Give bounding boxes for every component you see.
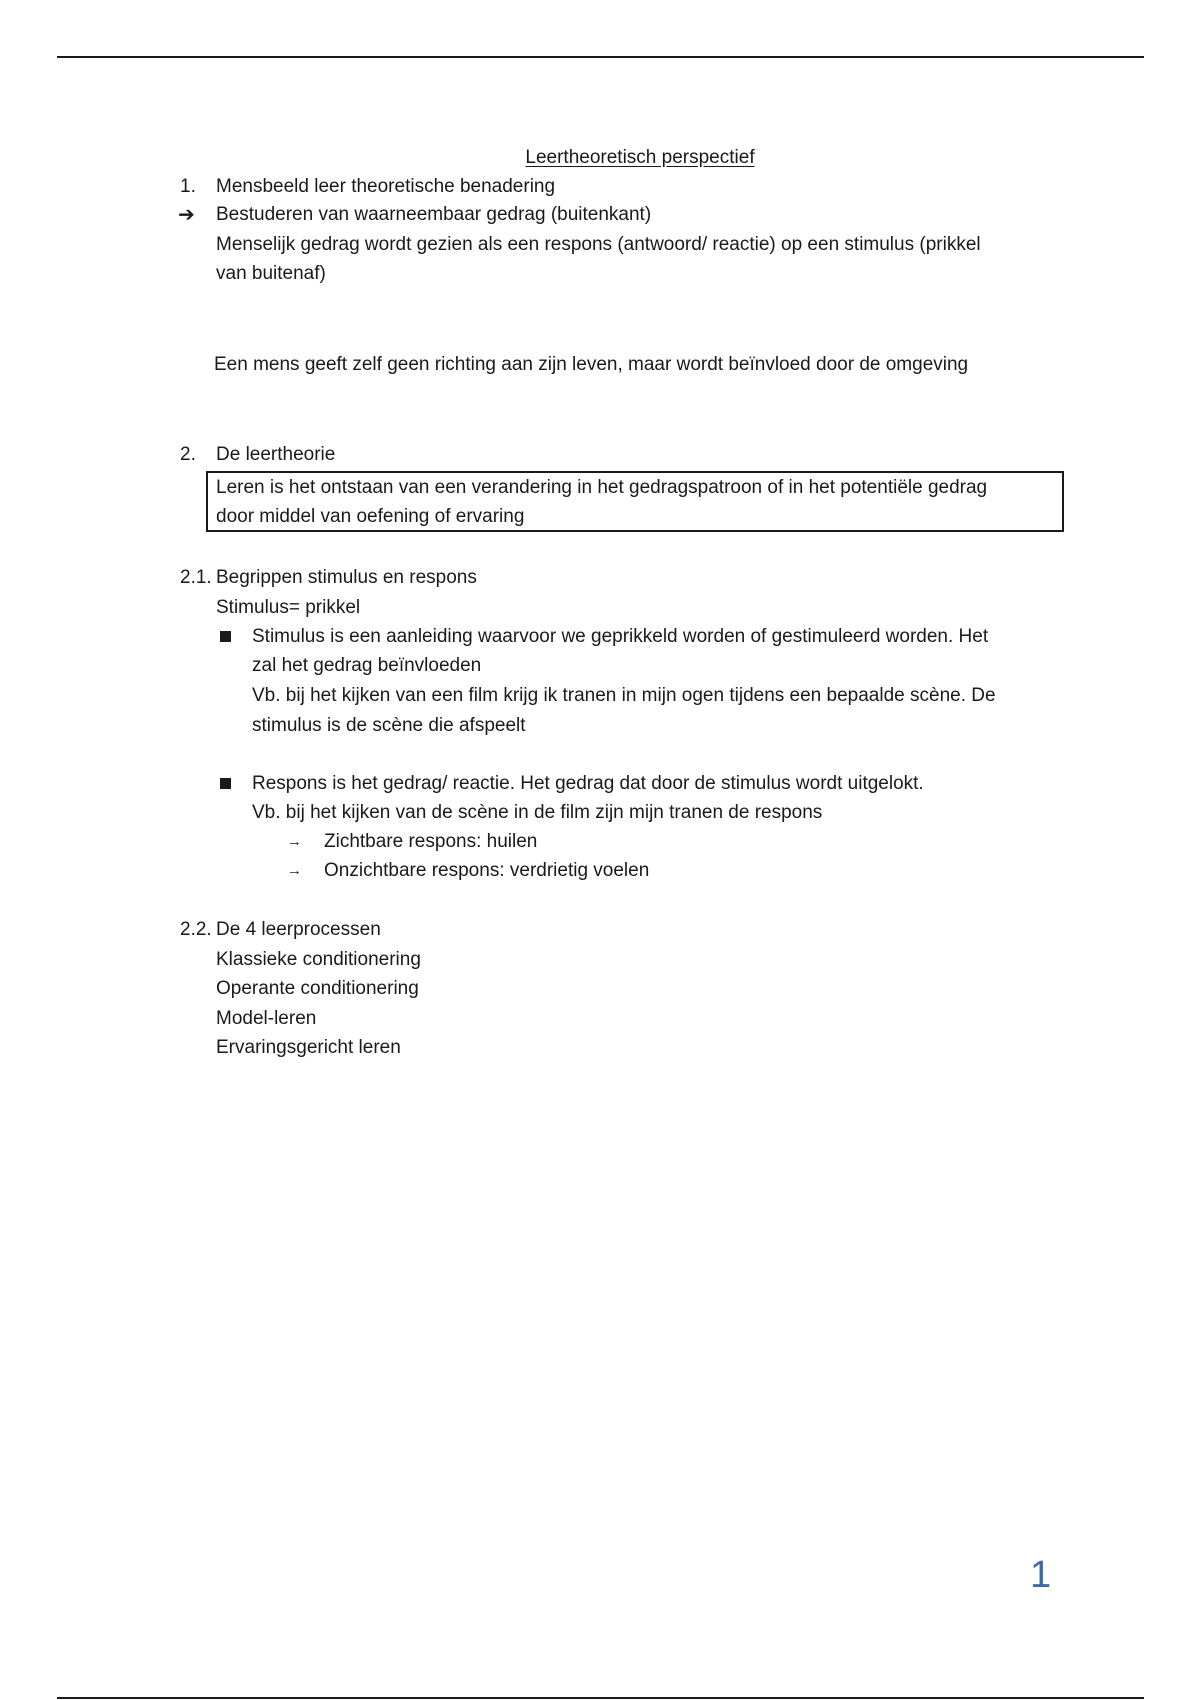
definition-line-1: Leren is het ontstaan van een verandering in het gedragspatroon of in het potentiële gedrag	[216, 477, 988, 498]
bullet2-line-1: Respons is het gedrag/ reactie. Het gedrag dat door de stimulus wordt uitgelokt.	[252, 773, 924, 794]
section-2-2-number: 2.2.	[180, 919, 212, 940]
bullet1-line-1: Stimulus is een aanleiding waarvoor we geprikkeld worden of gestimuleerd worden. Het	[252, 626, 989, 647]
list-item: Operante conditionering	[216, 978, 419, 999]
section-2-2-heading: De 4 leerprocessen	[216, 919, 381, 940]
header-rule	[57, 56, 1144, 58]
section-1-number: 1.	[180, 176, 196, 197]
footer-rule	[57, 1697, 1144, 1699]
stimulus-intro: Stimulus= prikkel	[216, 597, 361, 618]
paragraph-line-1: Menselijk gedrag wordt gezien als een respons (antwoord/ reactie) op een stimulus (prikkel	[216, 234, 981, 255]
list-item: Ervaringsgericht leren	[216, 1037, 401, 1058]
bullet1-line-2: zal het gedrag beïnvloeden	[252, 655, 482, 676]
list-item: Klassieke conditionering	[216, 949, 421, 970]
bullet1-line-4: stimulus is de scène die afspeelt	[252, 715, 526, 736]
section-2-number: 2.	[180, 444, 196, 465]
bullet2-line-2: Vb. bij het kijken van de scène in de film zijn mijn tranen de respons	[252, 802, 823, 823]
page-title: Leertheoretisch perspectief	[525, 147, 755, 168]
small-arrow-icon: →	[287, 833, 302, 850]
section-2-1-heading: Begrippen stimulus en respons	[216, 567, 477, 588]
arrow-point: Bestuderen van waarneembaar gedrag (buitenkant)	[216, 204, 652, 225]
paragraph-line-2: van buitenaf)	[216, 263, 326, 284]
square-bullet-icon	[220, 778, 231, 789]
right-arrow-icon: ➔	[178, 204, 195, 226]
statement: Een mens geeft zelf geen richting aan zijn leven, maar wordt beïnvloed door de omgeving	[214, 354, 969, 375]
page-number: 1	[1030, 1554, 1052, 1596]
sub-item-visible: Zichtbare respons: huilen	[324, 831, 538, 852]
list-item: Model-leren	[216, 1008, 317, 1029]
small-arrow-icon: →	[287, 862, 302, 879]
bullet1-line-3: Vb. bij het kijken van een film krijg ik tranen in mijn ogen tijdens een bepaalde scène. De	[252, 685, 996, 706]
section-2-heading: De leertheorie	[216, 444, 336, 465]
section-1-heading: Mensbeeld leer theoretische benadering	[216, 176, 556, 197]
sub-item-invisible: Onzichtbare respons: verdrietig voelen	[324, 860, 650, 881]
section-2-1-number: 2.1.	[180, 567, 212, 588]
square-bullet-icon	[220, 631, 231, 642]
definition-line-2: door middel van oefening of ervaring	[216, 506, 525, 527]
